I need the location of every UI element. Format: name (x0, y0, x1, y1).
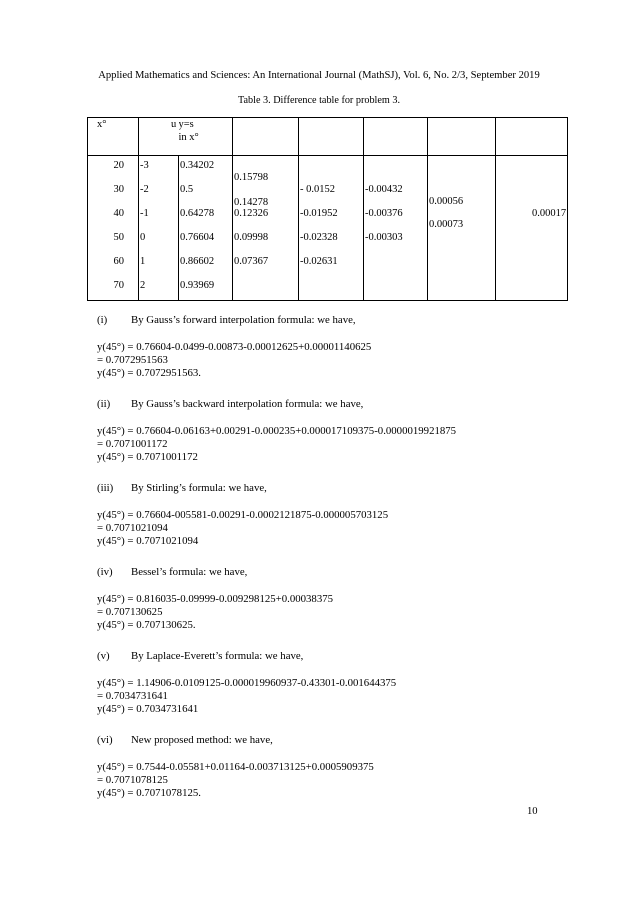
x-value: 60 (113, 256, 124, 267)
header-u (139, 118, 179, 156)
equation-line: = 0.7071001172 (97, 438, 168, 450)
equation-line: = 0.7072951563 (97, 354, 168, 366)
y-value: 0.34202 (180, 160, 215, 171)
header-y-line2: in x° (178, 132, 199, 143)
equation-line: y(45°) = 0.7072951563. (97, 367, 201, 379)
equation-line: = 0.7071078125 (97, 774, 168, 786)
col-u (139, 156, 179, 301)
y-value: 0.93969 (180, 280, 215, 291)
header-d5 (496, 118, 568, 156)
equation-line: = 0.7034731641 (97, 690, 168, 702)
d4-value: 0.00073 (429, 219, 464, 230)
equation-line: y(45°) = 0.816035-0.09999-0.009298125+0.00038375 (97, 593, 334, 605)
d2-value: -0.02328 (300, 232, 338, 243)
d4-value: 0.00056 (429, 196, 464, 207)
table-caption: Table 3. Difference table for problem 3. (237, 95, 401, 106)
section-number: (v) (97, 650, 110, 662)
d3-value: -0.00303 (365, 232, 403, 243)
section-number: (iv) (97, 566, 113, 578)
section-number: (i) (97, 314, 108, 326)
d2-value: -0.01952 (300, 208, 338, 219)
header-y-line1: y=s (178, 119, 194, 130)
equation-line: y(45°) = 0.707130625. (97, 619, 196, 631)
equation-line: y(45°) = 0.76604-005581-0.00291-0.0002121875-0.000005703125 (97, 509, 389, 521)
y-value: 0.64278 (180, 208, 215, 219)
section-title: By Stirling’s formula: we have, (131, 482, 267, 494)
section-number: (vi) (97, 734, 113, 746)
equation-line: y(45°) = 0.7071078125. (97, 787, 201, 799)
header-d4 (428, 118, 496, 156)
running-header: Applied Mathematics and Sciences: An International Journal (MathSJ), Vol. 6, No. 2/3, September 2019 (98, 70, 540, 81)
d3-value: -0.00432 (365, 184, 403, 195)
u-value: -1 (140, 208, 149, 219)
col-d5 (496, 156, 568, 301)
col-d1 (233, 156, 299, 301)
section-title: New proposed method: we have, (131, 734, 273, 746)
d1-value: 0.15798 (234, 172, 269, 183)
page-number: 10 (527, 806, 538, 817)
header-u-label: u (171, 119, 177, 130)
equation-line: y(45°) = 0.76604-0.06163+0.00291-0.000235+0.000017109375-0.0000019921875 (97, 425, 457, 437)
equation-line: y(45°) = 0.7071021094 (97, 535, 199, 547)
equation-line: y(45°) = 0.76604-0.0499-0.00873-0.00012625+0.00001140625 (97, 341, 372, 353)
col-d2 (299, 156, 364, 301)
u-value: 2 (140, 280, 146, 291)
difference-table (87, 117, 568, 301)
u-value: -3 (140, 160, 149, 171)
section-title: Bessel’s formula: we have, (131, 566, 248, 578)
section-number: (ii) (97, 398, 111, 410)
u-value: 1 (140, 256, 146, 267)
d1-value: 0.09998 (234, 232, 269, 243)
d1-value: 0.07367 (234, 256, 269, 267)
x-value: 50 (113, 232, 124, 243)
header-x (88, 118, 139, 156)
d2-value: - 0.0152 (300, 184, 335, 195)
d1-value: 0.12326 (234, 208, 269, 219)
y-value: 0.5 (180, 184, 194, 195)
section-number: (iii) (97, 482, 114, 494)
equation-line: = 0.707130625 (97, 606, 163, 618)
header-d2 (299, 118, 364, 156)
header-d1 (233, 118, 299, 156)
d2-value: -0.02631 (300, 256, 338, 267)
section-title: By Gauss’s backward interpolation formula: we have, (131, 398, 364, 410)
col-y (179, 156, 233, 301)
equation-line: y(45°) = 0.7071001172 (97, 451, 198, 463)
x-value: 40 (113, 208, 124, 219)
equation-line: y(45°) = 0.7544-0.05581+0.01164-0.003713125+0.0005909375 (97, 761, 374, 773)
equation-line: y(45°) = 0.7034731641 (97, 703, 199, 715)
section-title: By Gauss’s forward interpolation formula: we have, (131, 314, 356, 326)
col-d4 (428, 156, 496, 301)
header-x-label: x° (97, 119, 107, 130)
d3-value: -0.00376 (365, 208, 403, 219)
y-value: 0.76604 (180, 232, 215, 243)
equation-line: y(45°) = 1.14906-0.0109125-0.000019960937-0.43301-0.001644375 (97, 677, 397, 689)
x-value: 70 (113, 280, 124, 291)
col-x (88, 156, 139, 301)
equation-line: = 0.7071021094 (97, 522, 168, 534)
col-d3 (364, 156, 428, 301)
x-value: 30 (113, 184, 124, 195)
header-d3 (364, 118, 428, 156)
d5-value: 0.00017 (532, 208, 567, 219)
d1-value: 0.14278 (234, 197, 269, 208)
y-value: 0.86602 (180, 256, 215, 267)
u-value: 0 (140, 232, 146, 243)
header-y (179, 118, 233, 156)
u-value: -2 (140, 184, 149, 195)
x-value: 20 (113, 160, 124, 171)
section-title: By Laplace-Everett’s formula: we have, (131, 650, 304, 662)
